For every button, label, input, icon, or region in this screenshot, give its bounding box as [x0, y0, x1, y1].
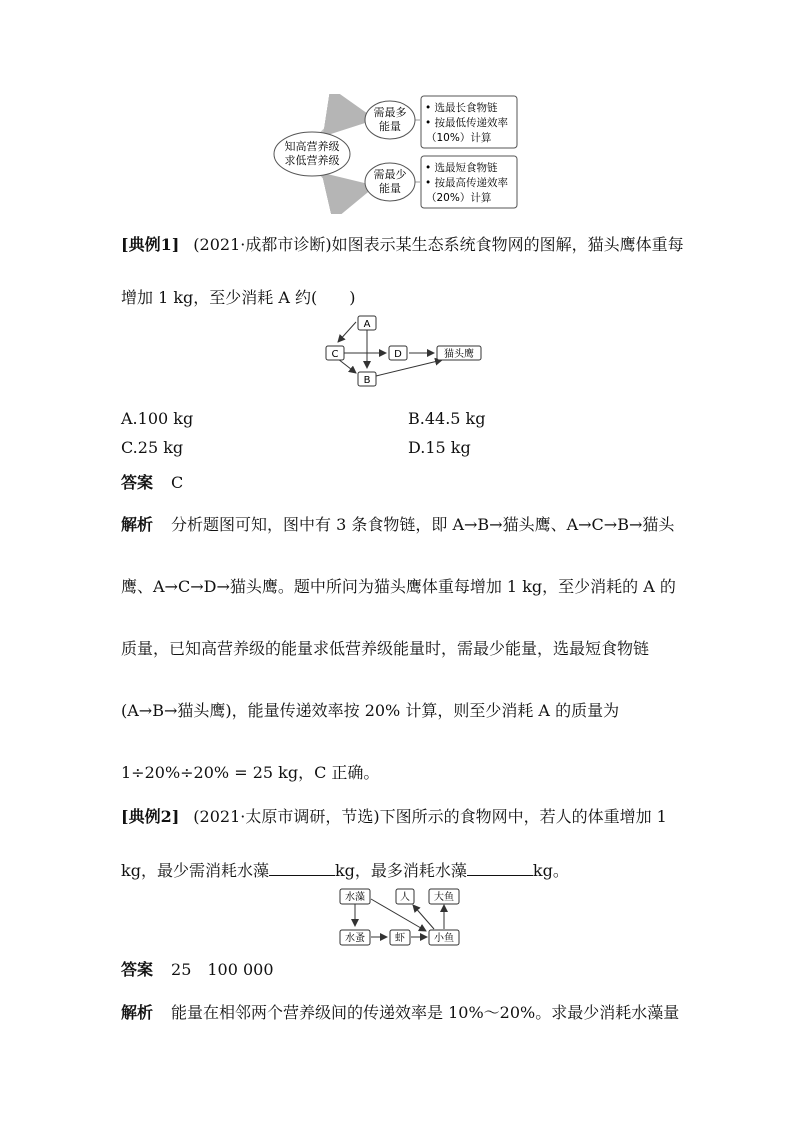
center-line2: 求低营养级 [284, 154, 340, 167]
example2-question-text2c: kg。 [532, 861, 569, 880]
example1-question-line2: 增加 1 kg，至少消耗 A 约( ) [121, 288, 356, 307]
answer-blank-max[interactable] [467, 861, 533, 876]
node-human-label: 人 [400, 892, 410, 903]
example1-analysis-text1: 分析题图可知，图中有 3 条食物链，即 A→B→猫头鹰、A→C→B→猫头 [171, 515, 675, 534]
example1-analysis-line4: (A→B→猫头鹰)，能量传递效率按 20% 计算，则至少消耗 A 的质量为 [121, 701, 620, 720]
min-energy-line2: 能量 [379, 182, 401, 195]
example2-analysis-text: 能量在相邻两个营养级间的传递效率是 10%～20%。求最少消耗水藻量 [171, 1003, 680, 1022]
max-rule-line3: （10%）计算 [426, 132, 492, 144]
example1-tag: [典例1] [121, 235, 180, 254]
answer-blank-min[interactable] [269, 861, 335, 876]
node-bigfish-label: 大鱼 [434, 892, 454, 903]
example1-question-line1 [121, 232, 684, 255]
node-b-label: B [363, 375, 371, 386]
node-flea-label: 水蚤 [345, 933, 365, 944]
example2-source: (2021·太原市调研，节选) [193, 807, 380, 826]
example1-answer [121, 470, 183, 493]
example1-analysis-label: 解析 [121, 515, 154, 534]
example1-question-text1: 如图表示某生态系统食物网的图解，猫头鹰体重每 [331, 235, 684, 254]
food-web-1 [318, 312, 518, 392]
node-smallfish-label: 小鱼 [434, 933, 454, 944]
min-rule-line1: • 选最短食物链 [425, 162, 498, 174]
example2-question-text1: 下图所示的食物网中，若人的体重增加 1 [379, 807, 667, 826]
example2-question-text2b: kg，最多消耗水藻 [334, 861, 467, 880]
example1-answer-value: C [171, 473, 184, 492]
example2-answer [121, 957, 274, 980]
node-algae-label: 水藻 [345, 892, 365, 903]
example1-analysis-line3: 质量，已知高营养级的能量求低营养级能量时，需最少能量，选最短食物链 [121, 639, 650, 658]
max-rule-line1: • 选最长食物链 [425, 102, 498, 114]
max-rule-line2: • 按最低传递效率 [425, 117, 509, 129]
example2-question-text2a: kg，最少需消耗水藻 [121, 861, 269, 880]
example2-answer-value: 25 100 000 [171, 960, 274, 979]
option-b: B.44.5 kg [408, 409, 486, 428]
option-c: C.25 kg [121, 438, 184, 457]
example2-analysis [121, 1000, 679, 1023]
food-web-2 [336, 883, 486, 951]
node-a-label: A [363, 319, 371, 330]
min-energy-line1: 需最少 [373, 168, 407, 181]
example1-source: (2021·成都市诊断) [193, 235, 332, 254]
node-c-label: C [331, 349, 339, 360]
example2-tag: [典例2] [121, 807, 180, 826]
node-d-label: D [394, 349, 402, 360]
max-energy-line1: 需最多 [373, 106, 407, 119]
energy-rule-diagram [270, 94, 530, 214]
example2-answer-label: 答案 [121, 960, 154, 979]
node-owl-label: 猫头鹰 [444, 349, 474, 360]
option-a: A.100 kg [121, 409, 194, 428]
example2-analysis-label: 解析 [121, 1003, 154, 1022]
example2-question-line2 [121, 858, 569, 881]
example1-analysis-line2: 鹰、A→C→D→猫头鹰。题中所问为猫头鹰体重每增加 1 kg，至少消耗的 A 的 [121, 577, 676, 596]
example1-answer-label: 答案 [121, 473, 154, 492]
example1-analysis-line1 [121, 512, 674, 535]
option-d: D.15 kg [408, 438, 471, 457]
min-rule-line2: • 按最高传递效率 [425, 177, 509, 189]
node-shrimp-label: 虾 [395, 933, 405, 944]
min-rule-line3: （20%）计算 [426, 192, 492, 204]
example2-question-line1 [121, 804, 667, 827]
example1-analysis-line5: 1÷20%÷20% = 25 kg，C 正确。 [121, 763, 380, 782]
max-energy-line2: 能量 [379, 120, 401, 133]
center-line1: 知高营养级 [284, 140, 340, 153]
